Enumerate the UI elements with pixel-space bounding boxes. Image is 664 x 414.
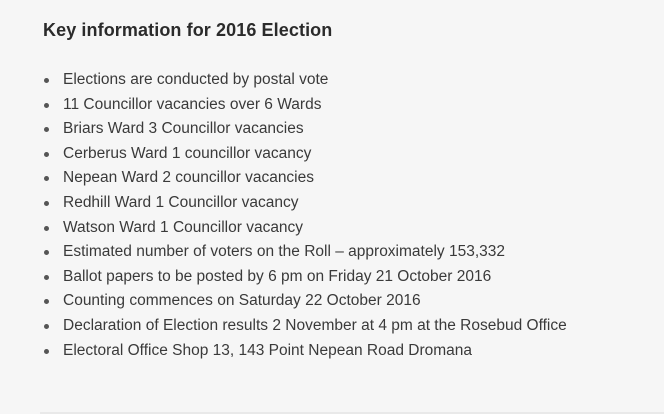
list-item: [43, 93, 653, 118]
section-title: Key information for 2016 Election: [43, 20, 333, 40]
list-item: [43, 265, 653, 290]
bullet-icon: [44, 349, 49, 354]
list-item-text: Watson Ward 1 Councillor vacancy: [63, 218, 304, 236]
bullet-icon: [44, 250, 49, 255]
list-item-text: Ballot papers to be posted by 6 pm on Friday 21 October 2016: [63, 267, 492, 285]
bullet-icon: [44, 226, 49, 231]
bullet-icon: [44, 78, 49, 83]
list-item: [43, 314, 653, 339]
list-item-text: Electoral Office Shop 13, 143 Point Nepean Road Dromana: [63, 341, 472, 359]
bullet-icon: [44, 103, 49, 108]
list-item: [43, 240, 653, 265]
list-item-text: Briars Ward 3 Councillor vacancies: [63, 120, 304, 138]
list-item-text: Counting commences on Saturday 22 October 2016: [63, 292, 421, 310]
list-item: [43, 68, 653, 93]
list-item: [43, 142, 653, 167]
list-item-text: Elections are conducted by postal vote: [63, 71, 329, 88]
bullet-icon: [44, 176, 49, 181]
bullet-icon: [44, 275, 49, 280]
bullet-icon: [44, 324, 49, 329]
bullet-icon: [44, 299, 49, 304]
bullet-icon: [44, 152, 49, 157]
list-item: [43, 117, 653, 142]
list-item: [43, 191, 653, 216]
list-item: [43, 339, 653, 364]
bullet-icon: [44, 127, 49, 132]
bullet-icon: [44, 201, 49, 206]
list-item: [43, 216, 653, 241]
key-info-list: [43, 68, 653, 363]
list-item-text: Nepean Ward 2 councillor vacancies: [63, 169, 314, 187]
list-item: [43, 289, 653, 314]
list-item-text: Declaration of Election results 2 November at 4 pm at the Rosebud Office: [63, 316, 567, 334]
list-item-text: Estimated number of voters on the Roll – approximately 153,332: [63, 243, 505, 261]
list-item: [43, 166, 653, 191]
list-item-text: 11 Councillor vacancies over 6 Wards: [63, 95, 322, 113]
list-item-text: Redhill Ward 1 Councillor vacancy: [63, 193, 299, 211]
list-item-text: Cerberus Ward 1 councillor vacancy: [63, 144, 312, 162]
